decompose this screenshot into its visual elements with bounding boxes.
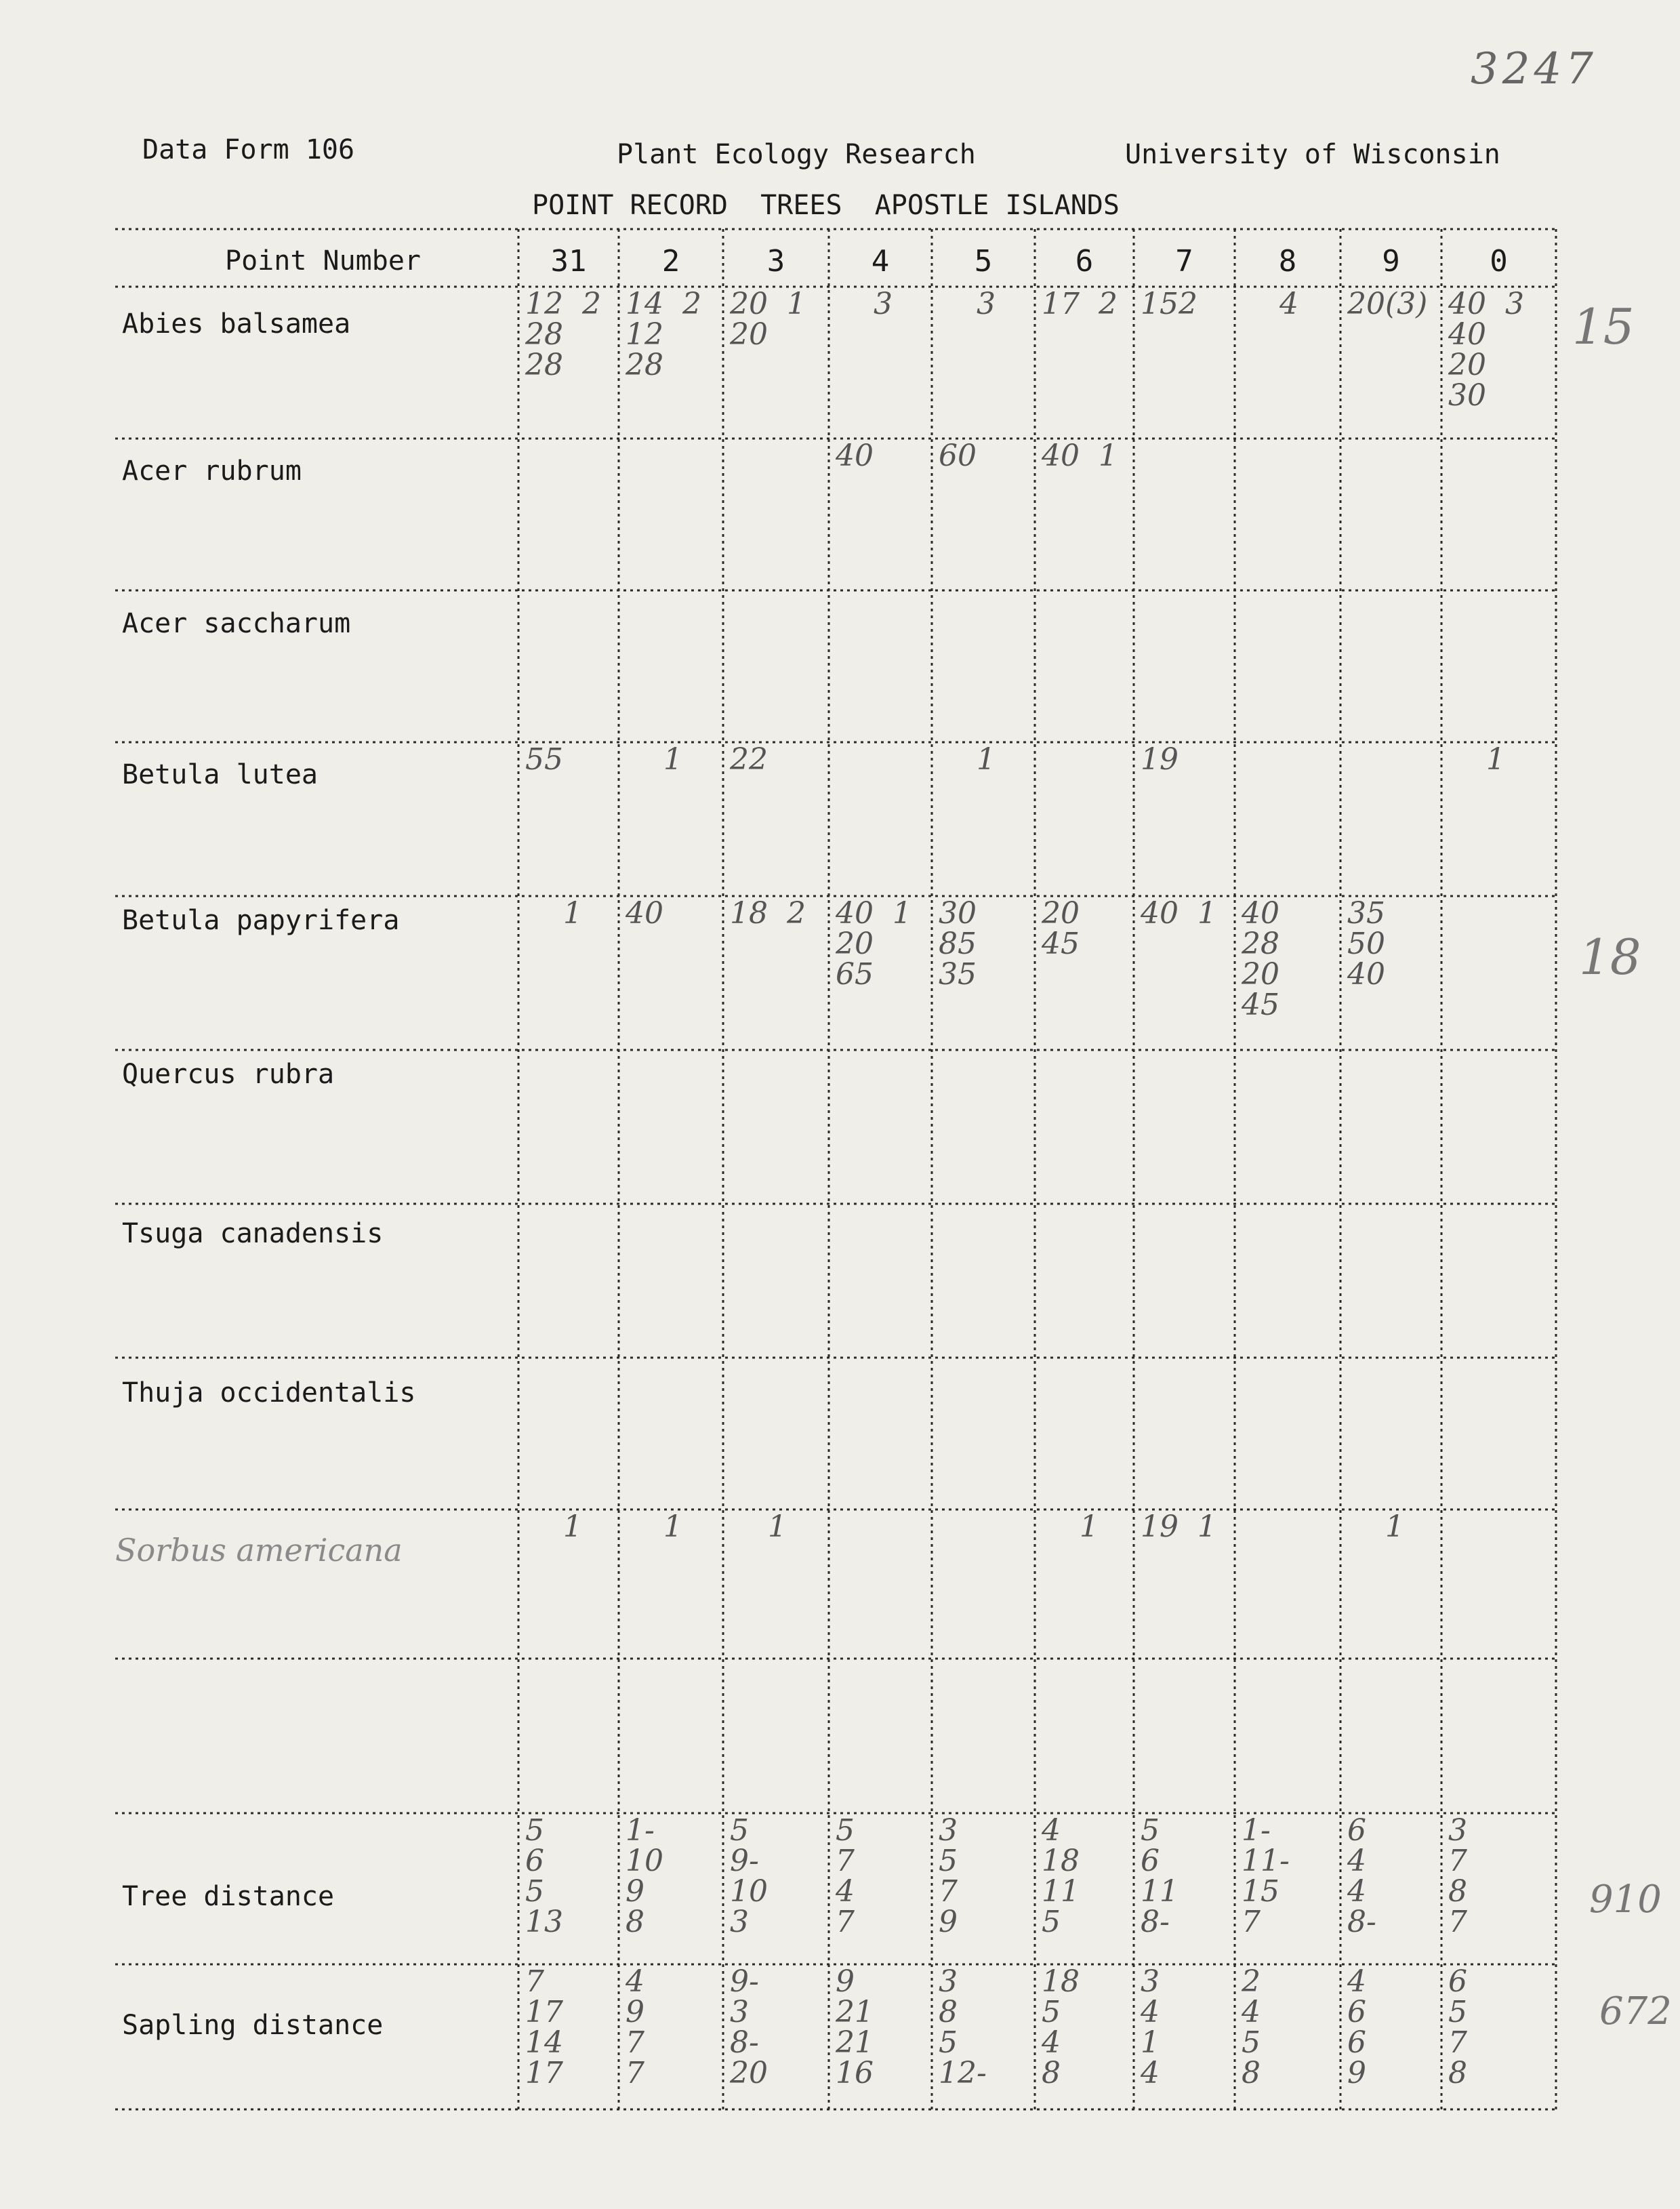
cell-10-1: 1- 10 9 8	[626, 1813, 663, 1939]
cell-10-9: 3 7 8 7	[1448, 1813, 1467, 1939]
cell-0-8: 20(3)	[1347, 287, 1428, 321]
cell-8-5: 1	[1042, 1509, 1099, 1544]
cell-10-0: 5 6 5 13	[525, 1813, 563, 1939]
cell-11-7: 2 4 5 8	[1242, 1964, 1261, 2090]
cell-0-7: 4	[1242, 287, 1298, 321]
cell-10-2: 5 9- 10 3	[730, 1813, 768, 1939]
cell-0-2: 20 1 20	[730, 287, 806, 352]
cell-1-5: 40 1	[1042, 439, 1118, 473]
cell-4-4: 30 85 35	[939, 896, 977, 992]
cell-8-0: 1	[525, 1509, 582, 1544]
point-header-7: 7	[1175, 244, 1193, 279]
cell-4-8: 35 50 40	[1347, 896, 1385, 992]
cell-10-5: 4 18 11 5	[1042, 1813, 1080, 1939]
university-name: University of Wisconsin	[1125, 139, 1500, 170]
cell-11-5: 18 5 4 8	[1042, 1964, 1080, 2090]
cell-11-6: 3 4 1 4	[1141, 1964, 1160, 2090]
cell-8-1: 1	[626, 1509, 682, 1544]
cell-11-3: 9 21 21 16	[836, 1964, 874, 2090]
cell-10-8: 6 4 4 8-	[1347, 1813, 1376, 1939]
row-label-sorbus-americana: Sorbus americana	[115, 1532, 403, 1568]
cell-8-8: 1	[1347, 1509, 1404, 1544]
point-header-4: 4	[871, 244, 890, 279]
point-header-3: 3	[766, 244, 785, 279]
cell-10-4: 3 5 7 9	[939, 1813, 958, 1939]
cell-4-3: 40 1 20 65	[836, 896, 911, 992]
cell-3-6: 19	[1141, 742, 1179, 777]
cell-10-6: 5 6 11 8-	[1141, 1813, 1179, 1939]
cell-0-6: 152	[1141, 287, 1197, 321]
row-label-acer-saccharum: Acer saccharum	[122, 608, 351, 639]
cell-8-2: 1	[730, 1509, 787, 1544]
cell-0-1: 14 2 12 28	[626, 287, 701, 382]
cell-10-7: 1- 11- 15 7	[1242, 1813, 1290, 1939]
point-header-8: 8	[1278, 244, 1297, 279]
margin-note-tree-distance: 910	[1589, 1878, 1662, 1922]
cell-4-0: 1	[525, 896, 582, 931]
point-header-2: 2	[661, 244, 680, 279]
cell-11-1: 4 9 7 7	[626, 1964, 644, 2090]
row-label-sapling-distance: Sapling distance	[122, 2010, 384, 2041]
cell-1-4: 60	[939, 439, 977, 473]
cell-0-3: 3	[836, 287, 893, 321]
row-label-betula-lutea: Betula lutea	[122, 759, 318, 790]
cell-0-5: 17 2	[1042, 287, 1118, 321]
cell-4-6: 40 1	[1141, 896, 1216, 931]
cell-1-3: 40	[836, 439, 874, 473]
cell-11-8: 4 6 6 9	[1347, 1964, 1366, 2090]
cell-0-0: 12 2 28 28	[525, 287, 601, 382]
row-label-tree-distance: Tree distance	[122, 1881, 335, 1912]
cell-3-4: 1	[939, 742, 996, 777]
cell-0-4: 3	[939, 287, 996, 321]
row-label-betula-papyrifera: Betula papyrifera	[122, 905, 400, 936]
row-label-thuja-occidentalis: Thuja occidentalis	[122, 1377, 416, 1409]
margin-note-abies: 15	[1572, 298, 1635, 355]
point-header-0: 0	[1490, 244, 1508, 279]
cell-11-2: 9- 3 8- 20	[730, 1964, 768, 2090]
cell-3-9: 1	[1448, 742, 1505, 777]
margin-note-papyrifera: 18	[1579, 929, 1641, 986]
cell-11-0: 7 17 14 17	[525, 1964, 563, 2090]
page-title: POINT RECORD TREES APOSTLE ISLANDS	[532, 190, 1120, 221]
point-number-label: Point Number	[225, 245, 421, 277]
cell-10-3: 5 7 4 7	[836, 1813, 855, 1939]
cell-3-1: 1	[626, 742, 682, 777]
lab-name: Plant Ecology Research	[617, 139, 976, 170]
cell-4-5: 20 45	[1042, 896, 1080, 961]
row-label-abies-balsamea: Abies balsamea	[122, 308, 351, 340]
cell-3-0: 55	[525, 742, 563, 777]
cell-0-9: 40 3 40 20 30	[1448, 287, 1524, 413]
cell-4-2: 18 2	[730, 896, 806, 931]
point-header-5: 5	[974, 244, 993, 279]
sheet-number: 3247	[1471, 44, 1597, 94]
row-label-tsuga-canadensis: Tsuga canadensis	[122, 1218, 384, 1249]
cell-4-7: 40 28 20 45	[1242, 896, 1279, 1022]
row-label-acer-rubrum: Acer rubrum	[122, 455, 302, 487]
point-header-9: 9	[1382, 244, 1400, 279]
cell-11-9: 6 5 7 8	[1448, 1964, 1467, 2090]
point-header-1: 31	[550, 244, 587, 279]
row-label-quercus-rubra: Quercus rubra	[122, 1059, 335, 1090]
cell-8-6: 19 1	[1141, 1509, 1216, 1544]
point-header-6: 6	[1075, 244, 1094, 279]
form-label: Data Form 106	[142, 134, 355, 165]
cell-11-4: 3 8 5 12-	[939, 1964, 987, 2090]
cell-3-2: 22	[730, 742, 768, 777]
margin-note-sapling-distance: 672	[1599, 1989, 1672, 2033]
cell-4-1: 40	[626, 896, 663, 931]
